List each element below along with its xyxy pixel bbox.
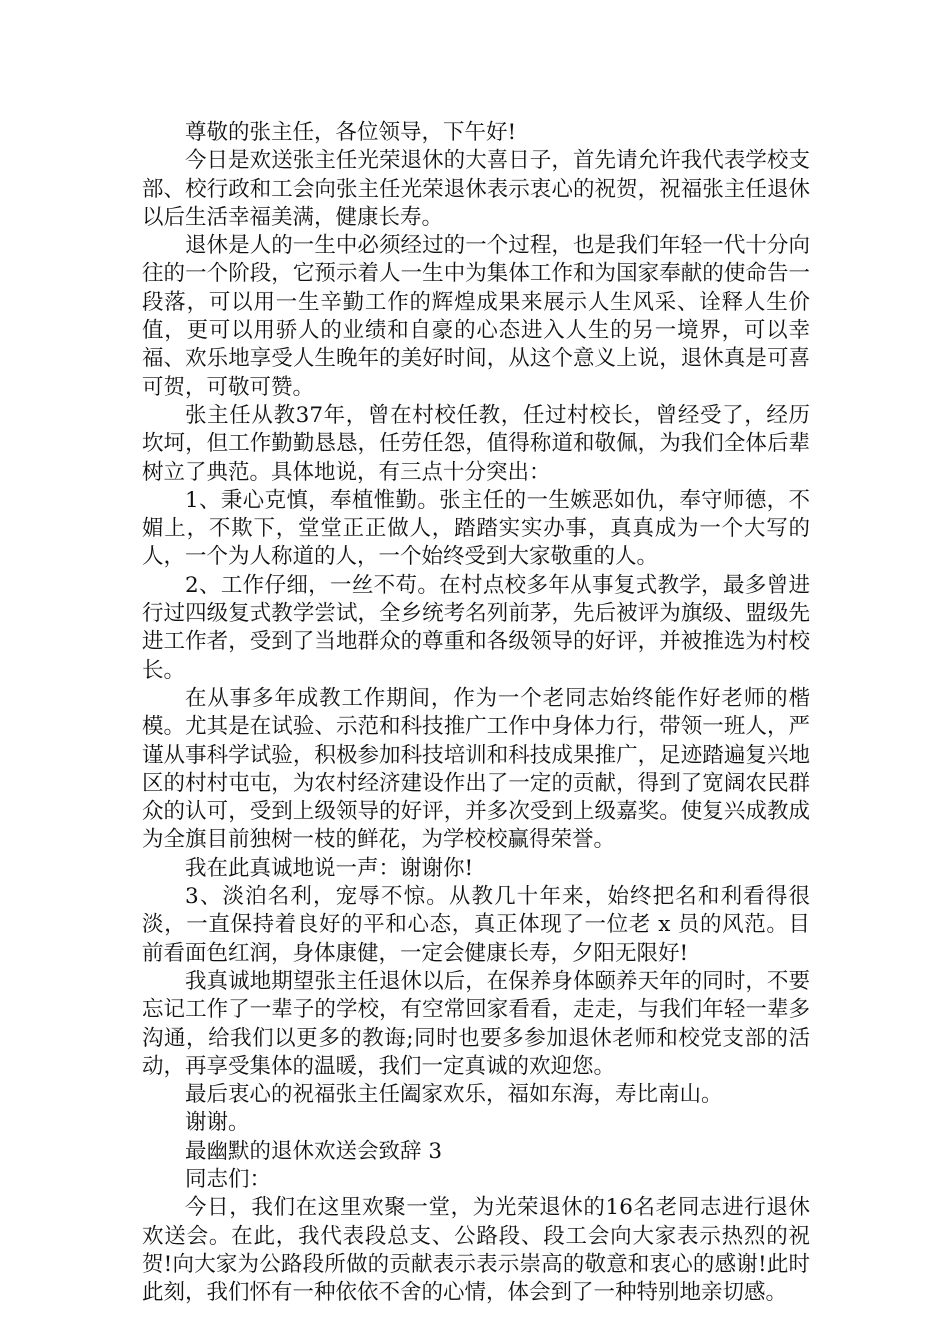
body-paragraph: 在从事多年成教工作期间，作为一个老同志始终能作好老师的楷模。尤其是在试验、示范和科技推广工作中身体力行，带领一班人，严谨从事科学试验，积极参加科技培训和科技成果推广，足迹踏遍复兴地区的村村屯屯，为农村经济建设作出了一定的贡献，得到了宽阔农民群众的认可，受到上级领导的好评，并多次受到上级嘉奖。使复兴成教成为全旗目前独树一枝的鲜花，为学校校赢得荣誉。 xyxy=(142,685,810,853)
greeting-paragraph: 尊敬的张主任，各位领导，下午好! xyxy=(185,120,517,145)
body-paragraph: 退休是人的一生中必须经过的一个过程，也是我们年轻一代十分向往的一个阶段，它预示着人一生中为集体工作和为国家奉献的使命告一段落，可以用一生辛勤工作的辉煌成果来展示人生风采、诠释人生价值，更可以用骄人的业绩和自豪的心态进入人生的另一境界，可以幸福、欢乐地享受人生晚年的美好时间，从这个意义上说，退休真是可喜可贺，可敬可赞。 xyxy=(142,233,810,400)
salutation-line: 同志们： xyxy=(185,1166,272,1192)
body-paragraph: 最后衷心的祝福张主任阖家欢乐，福如东海，寿比南山。 xyxy=(185,1082,723,1108)
document-page xyxy=(142,119,810,1307)
closing-line: 谢谢。 xyxy=(185,1110,250,1136)
body-paragraph: 今日，我们在这里欢聚一堂，为光荣退休的16名老同志进行退休欢送会。在此，我代表段总支、公路段、段工会向大家表示热烈的祝贺!向大家为公路段所做的贡献表示表示崇高的敬意和衷心的感谢!此时此刻，我们怀有一种依依不舍的心情，体会到了一种特别地亲切感。 xyxy=(142,1195,810,1306)
body-paragraph: 张主任从教37年，曾在村校任教，任过村校长，曾经受了，经历坎坷，但工作勤勤恳恳，任劳任怨，值得称道和敬佩，为我们全体后辈树立了典范。具体地说，有三点十分突出： xyxy=(142,402,810,485)
body-paragraph: 我真诚地期望张主任退休以后，在保养身体颐养天年的同时，不要忘记工作了一辈子的学校，有空常回家看看，走走，与我们年轻一辈多沟通，给我们以更多的教诲;同时也要多参加退休老师和校党支部的活动，再享受集体的温暖，我们一定真诚的欢迎您。 xyxy=(142,968,810,1079)
body-paragraph: 我在此真诚地说一声：谢谢你! xyxy=(185,855,474,881)
section-heading: 最幽默的退休欢送会致辞 3 xyxy=(185,1138,443,1164)
list-item-paragraph: 2、工作仔细，一丝不苟。在村点校多年从事复式教学，最多曾进行过四级复式教学尝试，全乡统考名列前茅，先后被评为旗级、盟级先进工作者，受到了当地群众的尊重和各级领导的好评，并被推选为村校长。 xyxy=(142,572,810,683)
body-paragraph: 今日是欢送张主任光荣退休的大喜日子，首先请允许我代表学校支部、校行政和工会向张主任光荣退休表示衷心的祝贺，祝福张主任退休以后生活幸福美满，健康长寿。 xyxy=(142,148,810,230)
list-item-paragraph: 1、秉心克慎，奉植惟勤。张主任的一生嫉恶如仇，奉守师德，不媚上，不欺下，堂堂正正做人，踏踏实实办事，真真成为一个大写的人，一个为人称道的人，一个始终受到大家敬重的人。 xyxy=(142,487,810,570)
list-item-paragraph: 3、淡泊名利，宠辱不惊。从教几十年来，始终把名和利看得很淡，一直保持着良好的平和心态，真正体现了一位老 x 员的风范。目前看面色红润，身体康健，一定会健康长寿，夕阳无限好! xyxy=(142,884,810,966)
